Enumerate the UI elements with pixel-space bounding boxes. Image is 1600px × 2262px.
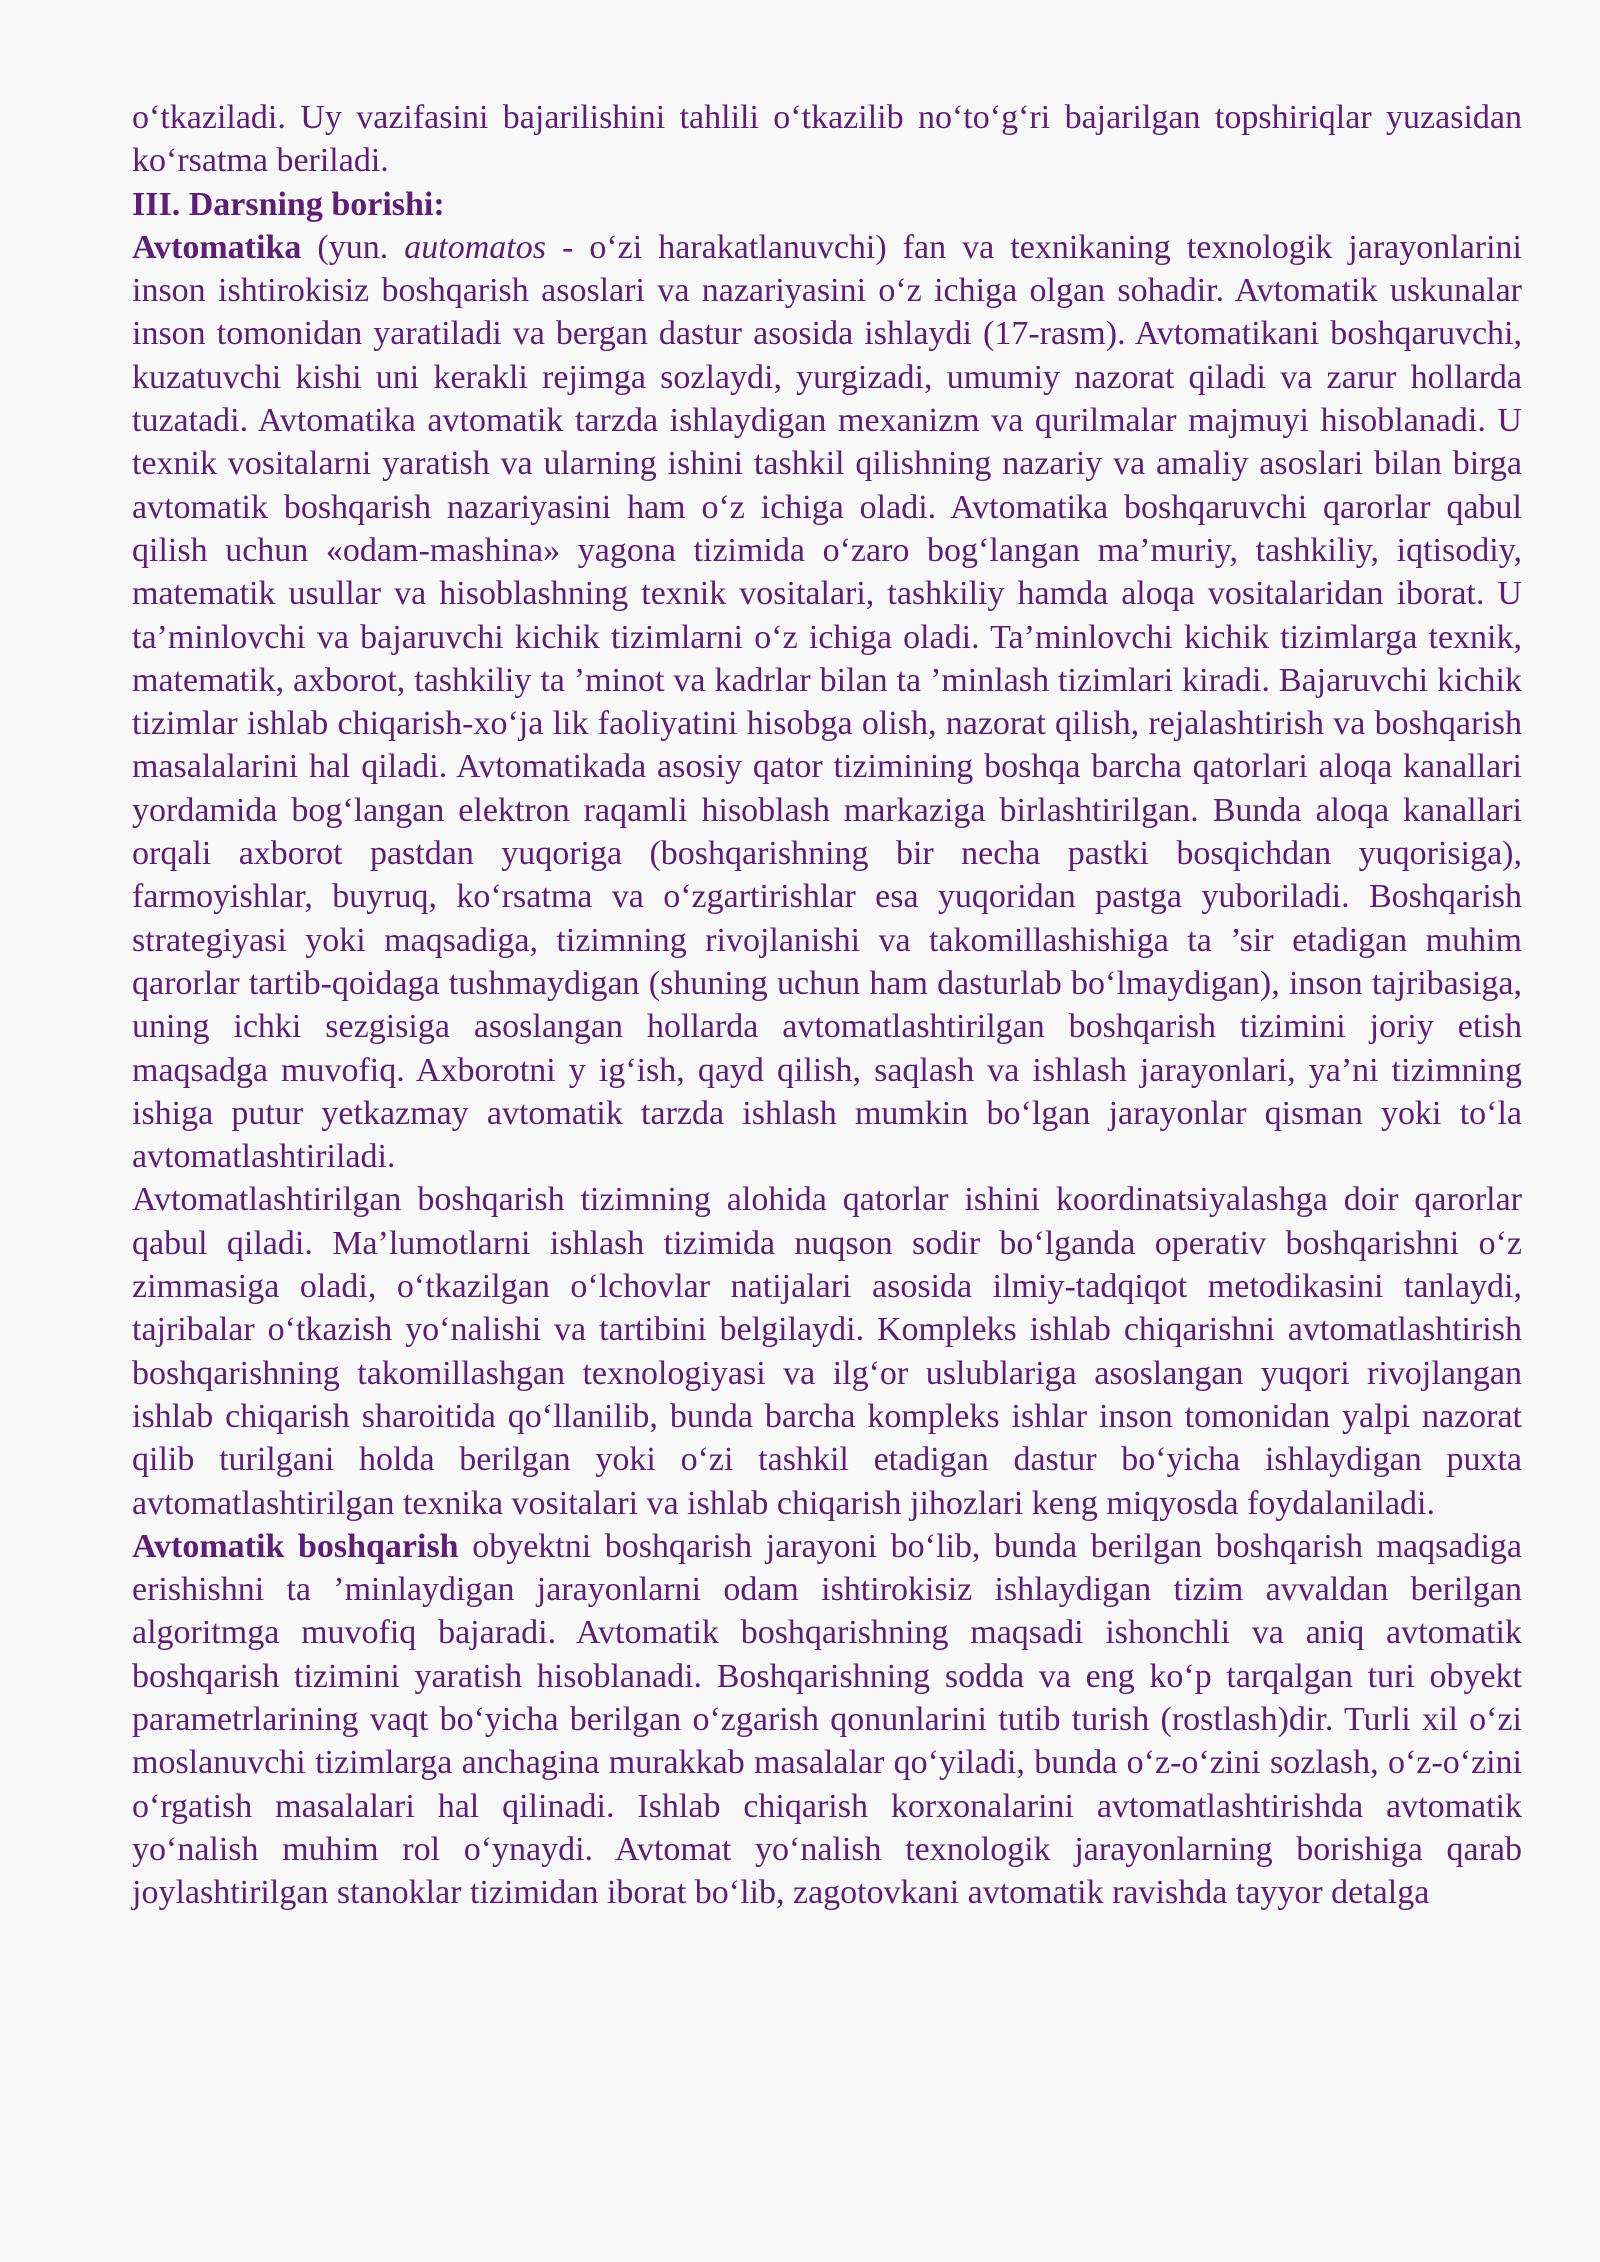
etymology-prefix: (yun. xyxy=(301,228,405,266)
intro-text: o‘tkaziladi. Uy vazifasini bajarilishini tahlili o‘tkazilib no‘to‘g‘ri bajarilgan topshiriqlar yuzasidan ko‘rsatma beriladi. xyxy=(132,99,1522,180)
avtomatik-boshqarish-paragraph xyxy=(132,1525,1522,1915)
avtomatlashtirilgan-text: Avtomatlashtirilgan boshqarish tizimning alohida qatorlar ishini koordinatsiyalashga doir qarorlar qabul qiladi. Ma’lumotlarni ishlash tizimida nuqson sodir bo‘lganda operativ boshqarishni o‘z zimmasiga oladi, o‘tkazilgan o‘lchovlar natijalari asosida ilmiy-tadqiqot metodikasini tanlaydi, tajribalar o‘tkazish yo‘nalishi va tartibini belgilaydi. Kompleks ishlab chiqarishni avtomatlashtirish boshqarishning takomillashgan texnologiyasi va ilg‘or uslublariga asoslangan yuqori rivojlangan ishlab chiqarish sharoitida qo‘llanilib, bunda barcha kompleks ishlar inson tomonidan yalpi nazorat qilib turilgani holda berilgan yoki o‘zi tashkil etadigan dastur bo‘yicha ishlaydigan puxta avtomatlashtirilgan texnika vositalari va ishlab chiqarish jihozlari keng miqyosda foydalaniladi. xyxy=(132,1181,1522,1522)
section-heading-text: III. Darsning borishi: xyxy=(132,185,445,223)
intro-paragraph xyxy=(132,96,1522,183)
avtomatika-paragraph xyxy=(132,226,1522,1179)
section-heading xyxy=(132,183,1522,226)
avtomatlashtirilgan-paragraph xyxy=(132,1178,1522,1524)
avtomatik-boshqarish-text: obyektni boshqarish jarayoni bo‘lib, bunda berilgan boshqarish maqsadiga erishishni ta ’minlaydigan jarayonlarni odam ishtirokisiz ishlaydigan tizim avvaldan berilgan algoritmga muvofiq bajaradi. Avtomatik boshqarishning maqsadi ishonchli va aniq avtomatik boshqarish tizimini yaratish hisoblanadi. Boshqarishning sodda va eng ko‘p tarqalgan turi obyekt parametrlarining vaqt bo‘yicha berilgan o‘zgarish qonunlarini tutib turish (rostlash)dir. Turli xil o‘zi moslanuvchi tizimlarga anchagina murakkab masalalar qo‘yiladi, bunda o‘z-o‘zini sozlash, o‘z-o‘zini o‘rgatish masalalari hal qilinadi. Ishlab chiqarish korxonalarini avtomatlashtirishda avtomatik yo‘nalish muhim rol o‘ynaydi. Avtomat yo‘nalish texnologik jarayonlarning borishiga qarab joylashtirilgan stanoklar tizimidan iborat bo‘lib, zagotovkani avtomatik ravishda tayyor detalga xyxy=(132,1527,1522,1912)
avtomatika-text: - o‘zi harakatlanuvchi) fan va texnikaning texnologik jarayonlarini inson ishtirokisiz boshqarish asoslari va nazariyasini o‘z ichiga olgan sohadir. Avtomatik uskunalar inson tomonidan yaratiladi va bergan dastur asosida ishlaydi (17-rasm). Avtomatikani boshqaruvchi, kuzatuvchi kishi uni kerakli rejimga sozlaydi, yurgizadi, umumiy nazorat qiladi va zarur hollarda tuzatadi. Avtomatika avtomatik tarzda ishlaydigan mexanizm va qurilmalar majmuyi hisoblanadi. U texnik vositalarni yaratish va ularning ishini tashkil qilishning nazariy va amaliy asoslari bilan birga avtomatik boshqarish nazariyasini ham o‘z ichiga oladi. Avtomatika boshqaruvchi qarorlar qabul qilish uchun «odam-mashina» yagona tizimida o‘zaro bog‘langan ma’muriy, tashkiliy, iqtisodiy, matematik usullar va hisoblashning texnik vositalari, tashkiliy hamda aloqa vositalaridan iborat. U ta’minlovchi va bajaruvchi kichik tizimlarni o‘z ichiga oladi. Ta’minlovchi kichik tizimlarga texnik, matematik, axborot, tashkiliy ta ’minot va kadrlar bilan ta ’minlash tizimlari kiradi. Bajaruvchi kichik tizimlar ishlab chiqarish-xo‘ja lik faoliyatini hisobga olish, nazorat qilish, rejalashtirish va boshqarish masalalarini hal qiladi. Avtomatikada asosiy qator tizimining boshqa barcha qatorlari aloqa kanallari yordamida bog‘langan elektron raqamli hisoblash markaziga birlashtirilgan. Bunda aloqa kanallari orqali axborot pastdan yuqoriga (boshqarishning bir necha pastki bosqichdan yuqorisiga), farmoyishlar, buyruq, ko‘rsatma va o‘zgartirishlar esa yuqoridan pastga yuboriladi. Boshqarish strategiyasi yoki maqsadiga, tizimning rivojlanishi va takomillashishiga ta ’sir etadigan muhim qarorlar tartib-qoidaga tushmaydigan (shuning uchun ham dasturlab bo‘lmaydigan), inson tajribasiga, uning ichki sezgisiga asoslangan hollarda avtomatlashtirilgan boshqarish tizimini joriy etish maqsadga muvofiq. Axborotni y ig‘ish, qayd qilish, saqlash va ishlash jarayonlari, ya’ni tizimning ishiga putur yetkazmay avtomatik tarzda ishlash mumkin bo‘lgan jarayonlar qisman yoki to‘la avtomatlashtiriladi. xyxy=(132,228,1523,1176)
document-body xyxy=(132,96,1522,1914)
term-avtomatik-boshqarish: Avtomatik boshqarish xyxy=(132,1527,459,1565)
etymology-term: automatos xyxy=(404,228,546,266)
term-avtomatika: Avtomatika xyxy=(132,228,302,266)
